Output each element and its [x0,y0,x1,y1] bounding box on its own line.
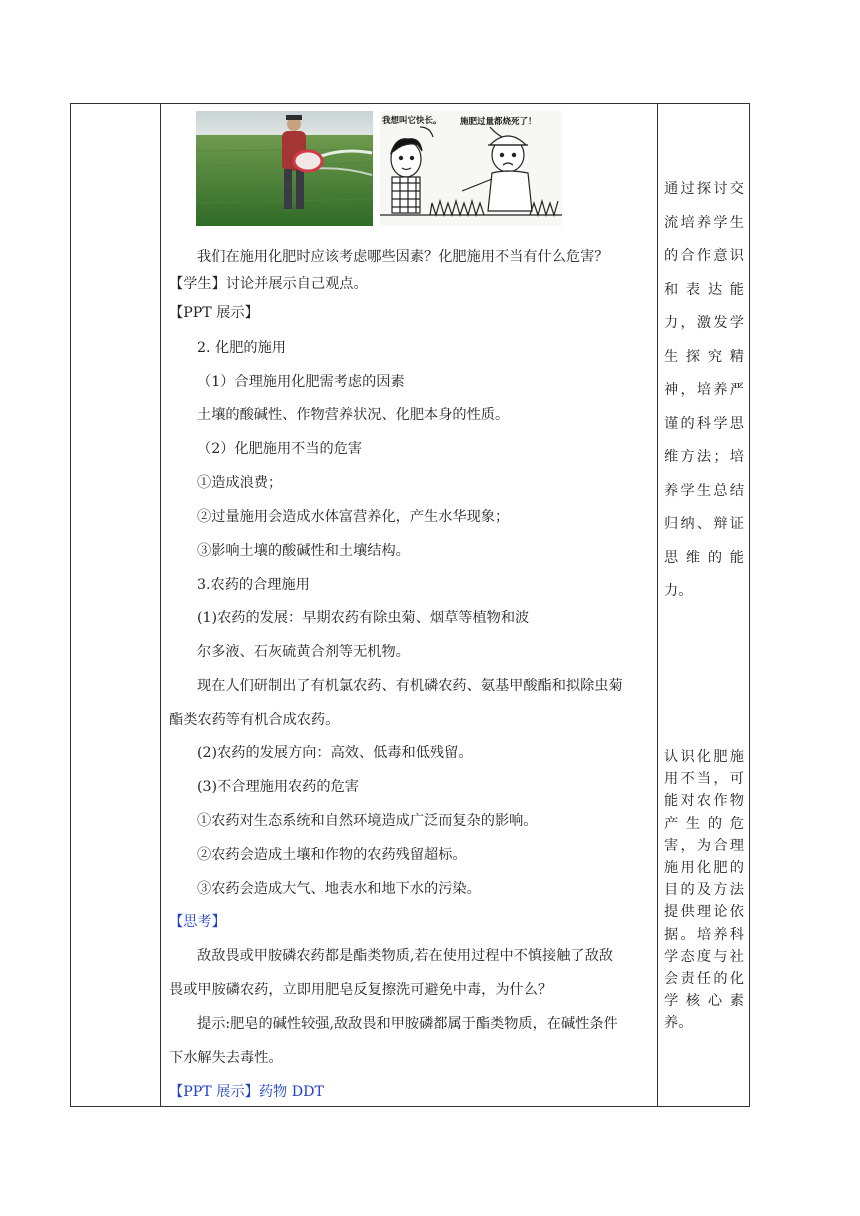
note1-line: 生 探 究 精 [664,348,744,365]
ppt-show-ddt [169,1083,324,1101]
ppt-show-ddt-text: 药物 DDT [258,1084,324,1100]
note2-line: 目的及方法 [664,882,744,899]
modern-pesticide-1: 现在人们研制出了有机氯农药、有机磷农药、氨基甲酸酯和拟除虫菊 [197,678,623,694]
note2-line: 会责任的化 [664,971,744,988]
think-label: 【思考】 [169,914,226,930]
note2-line: 学态度与社 [664,948,744,965]
note1-line: 神，培养严 [664,382,744,398]
ppt-show-ddt-label: 【PPT 展示】 [169,1084,259,1100]
pesticide-development-2: 尔多液、石灰硫黄合剂等无机物。 [197,644,410,660]
note1-line: 力，激发学 [664,315,744,331]
think-question-2: 畏或甲胺磷农药，立即用肥皂反复擦洗可避免中毒，为什么？ [169,982,553,998]
factors-text: 土壤的酸碱性、作物营养状况、化肥本身的性质。 [197,407,510,423]
note1-line: 谨的科学思 [664,415,744,432]
harm-item-3: ③影响土壤的酸碱性和土壤结构。 [197,543,410,559]
note2-line: 用不当，可 [664,771,744,788]
section-heading-fertilizer: 2. 化肥的施用 [197,340,286,356]
note1-line: 归纳、辩证 [664,516,744,532]
pesticide-harm-heading: (3)不合理施用农药的危害 [197,779,359,795]
note2-line: 施用化肥的 [664,860,744,877]
column-divider-left [160,104,161,1106]
modern-pesticide-2: 酯类农药等有机合成农药。 [169,712,340,728]
note2-line: 据。培养科 [664,926,744,943]
note1-line: 流培养学生 [664,214,744,231]
note1-line: 维方法；培 [664,449,744,465]
note1-line: 和 表 达 能 [664,281,744,298]
cartoon-caption-right: 施肥过量都烧死了！ [460,117,537,127]
section-heading-pesticide: 3.农药的合理施用 [197,577,310,593]
design-intent-note-1 [664,173,744,609]
field-fertilizer-photo [196,111,373,226]
note2-line: 认识化肥施 [664,749,744,765]
note1-line: 思 维 的 能 [664,549,744,566]
note1-line: 通过探讨交 [664,181,744,197]
question-line-1: 我们在施用化肥时应该考虑哪些因素？化肥施用不当有什么危害？ [197,249,609,265]
subheading-harm: （2）化肥施用不当的危害 [197,441,363,457]
note2-line: 提供理论依 [664,904,744,921]
think-question-1: 敌敌畏或甲胺磷农药都是酯类物质,若在使用过程中不慎接触了敌敌 [197,948,613,964]
student-discussion: 【学生】讨论并展示自己观点。 [169,276,368,292]
column-divider-right [657,104,658,1106]
note1-line: 的合作意识 [664,248,744,264]
design-intent-note-2 [664,746,744,1035]
note2-line: 学 核 心 素 [664,993,744,1010]
harm-item-2: ②过量施用会造成水体富营养化，产生水华现象； [197,509,510,525]
note1-line: 养学生总结 [664,482,744,499]
pesticide-direction: (2)农药的发展方向：高效、低毒和低残留。 [197,745,473,761]
harm-item-1: ①造成浪费； [197,475,283,491]
note2-line: 养。 [664,1015,693,1032]
hint-line-1: 提示:肥皂的碱性较强,敌敌畏和甲胺磷都属于酯类物质，在碱性条件 [197,1016,618,1032]
ppt-show-label: 【PPT 展示】 [169,305,259,321]
note2-line: 产 生 的 危 [664,815,744,832]
fertilizer-cartoon [380,111,562,226]
note2-line: 害，为合理 [664,837,744,854]
pesticide-harm-1: ①农药对生态系统和自然环境造成广泛而复杂的影响。 [197,813,538,829]
note2-line: 能对农作物 [664,793,744,810]
pesticide-harm-3: ③农药会造成大气、地表水和地下水的污染。 [197,881,481,897]
cartoon-caption-left: 我想叫它快长。 [382,116,442,126]
hint-line-2: 下水解失去毒性。 [169,1050,283,1066]
note1-line: 力。 [664,583,693,599]
pesticide-harm-2: ②农药会造成土壤和作物的农药残留超标。 [197,847,467,863]
pesticide-development-1: (1)农药的发展：早期农药有除虫菊、烟草等植物和波 [197,610,530,626]
subheading-factors: （1）合理施用化肥需考虑的因素 [197,374,405,390]
